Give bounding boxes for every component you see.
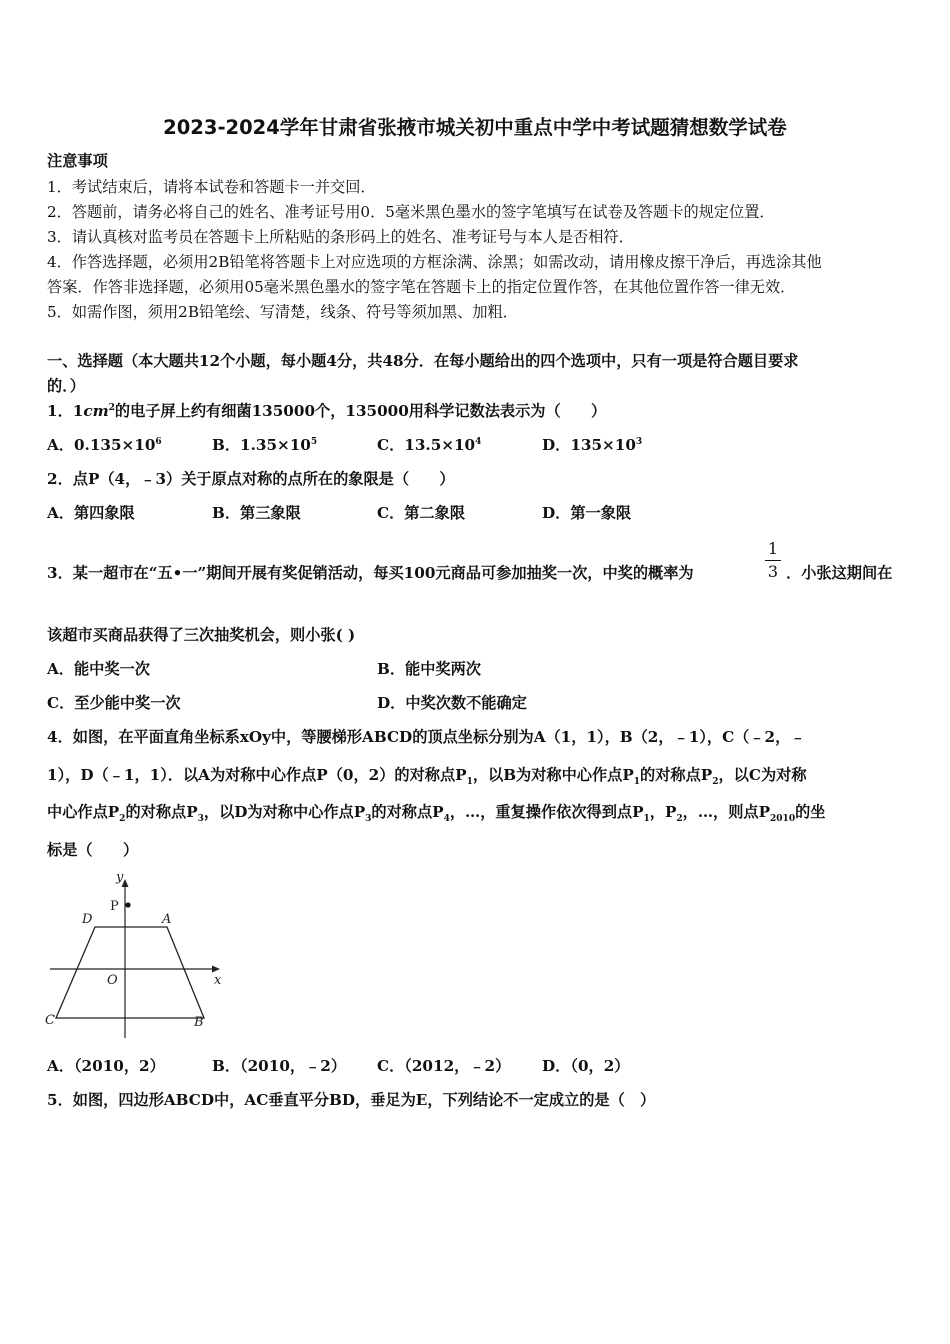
label-a: A xyxy=(162,912,172,927)
question-4-line3: 中心作点$P_2$的对称点$P_3$，以D为对称中心作点$P_3$的对称点$P_4$，…，重复操作依次得到点$P_1$，$P_2$，…，则点$P_{2010}$的坐 xyxy=(47,803,826,825)
label-p: P xyxy=(110,899,119,914)
q2-option-b: B．第三象限 xyxy=(212,504,301,522)
q4-option-b: B．（2010，﹣2） xyxy=(212,1057,347,1075)
fraction-numerator: 1 xyxy=(767,539,779,558)
q3-option-c: C．至少能中奖一次 xyxy=(47,694,181,712)
question-4-line2: 1），D（﹣1，1）．以A为对称中心作点P（0，2）的对称点$P_1$，以B为对称中心作点$P_1$的对称点$P_2$，以C为对称 xyxy=(47,766,807,788)
label-c: C xyxy=(45,1013,55,1028)
trapezoid-figure xyxy=(44,868,229,1040)
section-heading-cont: 的．） xyxy=(47,377,85,395)
q1-option-a: A．$0.135\times 10^6$ xyxy=(47,436,162,454)
q1-unit-exp: 2 xyxy=(108,402,115,413)
question-4: 4．如图，在平面直角坐标系xOy中，等腰梯形ABCD的顶点坐标分别为A（1，1），B（2，﹣1），C（﹣2，﹣ xyxy=(47,728,806,746)
q1-unit: cm xyxy=(83,402,109,420)
label-o: O xyxy=(107,973,118,988)
fraction-denominator: 3 xyxy=(767,562,779,581)
q2-option-d: D．第一象限 xyxy=(542,504,632,522)
label-b: B xyxy=(194,1015,204,1030)
notice-item: 5．如需作图，须用2B铅笔绘、写清楚，线条、符号等须加黑、加粗． xyxy=(47,303,518,321)
q1-pre: 1．1 xyxy=(47,402,84,420)
question-2: 2．点P（4，﹣3）关于原点对称的点所在的象限是（ ） xyxy=(47,470,455,488)
q1-option-c: C．$13.5\times 10^4$ xyxy=(377,436,482,454)
label-y: y xyxy=(116,870,124,885)
question-1 xyxy=(47,401,606,421)
notice-item: 1．考试结束后，请将本试卷和答题卡一并交回． xyxy=(47,178,376,196)
q3-option-a: A．能中奖一次 xyxy=(47,660,150,678)
q1-post: 的电子屏上约有细菌135000个，135000用科学记数法表示为（ ） xyxy=(114,402,607,420)
notice-item: 3．请认真核对监考员在答题卡上所粘贴的条形码上的姓名、准考证号与本人是否相符． xyxy=(47,228,634,246)
notice-heading: 注意事项 xyxy=(47,152,108,170)
q4-option-a: A．（2010，2） xyxy=(47,1057,165,1075)
q2-option-c: C．第二象限 xyxy=(377,504,466,522)
question-5: 5．如图，四边形ABCD中，AC垂直平分BD，垂足为E，下列结论不一定成立的是（ ） xyxy=(47,1091,656,1109)
notice-item: 4．作答选择题，必须用2B铅笔将答题卡上对应选项的方框涂满、涂黑；如需改动，请用橡皮擦干净后，再选涂其他 xyxy=(47,253,822,271)
question-4-line4: 标是（ ） xyxy=(47,841,139,859)
notice-item: 答案．作答非选择题，必须用05毫米黑色墨水的签字笔在答题卡上的指定位置作答，在其他位置作答一律无效． xyxy=(47,278,796,296)
question-3-tail: ．小张这期间在 xyxy=(786,564,893,582)
q2-option-a: A．第四象限 xyxy=(47,504,135,522)
label-x: x xyxy=(214,973,222,988)
probability-fraction xyxy=(765,540,781,581)
notice-item: 2．答题前，请务必将自己的姓名、准考证号用0．5毫米黑色墨水的签字笔填写在试卷及答题卡的规定位置． xyxy=(47,203,775,221)
q3-option-d: D．中奖次数不能确定 xyxy=(377,694,527,712)
q4-option-d: D．（0，2） xyxy=(542,1057,630,1075)
question-3: 3．某一超市在“五•一”期间开展有奖促销活动，每买100元商品可参加抽奖一次，中奖的概率为 xyxy=(47,564,694,582)
q1-option-b: B．$1.35\times 10^5$ xyxy=(212,436,318,454)
q3-option-b: B．能中奖两次 xyxy=(377,660,481,678)
trapezoid-abcd xyxy=(56,927,204,1018)
x-axis-arrow xyxy=(212,966,220,973)
point-p xyxy=(125,902,130,907)
q4-option-c: C．（2012，﹣2） xyxy=(377,1057,511,1075)
label-d: D xyxy=(82,912,93,927)
section-heading: 一、选择题（本大题共12个小题，每小题4分，共48分．在每小题给出的四个选项中，只有一项是符合题目要求 xyxy=(47,352,799,370)
page-title: 2023-2024学年甘肃省张掖市城关初中重点中学中考试题猜想数学试卷 xyxy=(163,116,787,139)
q1-option-d: D．$135\times 10^3$ xyxy=(542,436,643,454)
question-3-cont: 该超市买商品获得了三次抽奖机会，则小张( ) xyxy=(47,626,356,644)
